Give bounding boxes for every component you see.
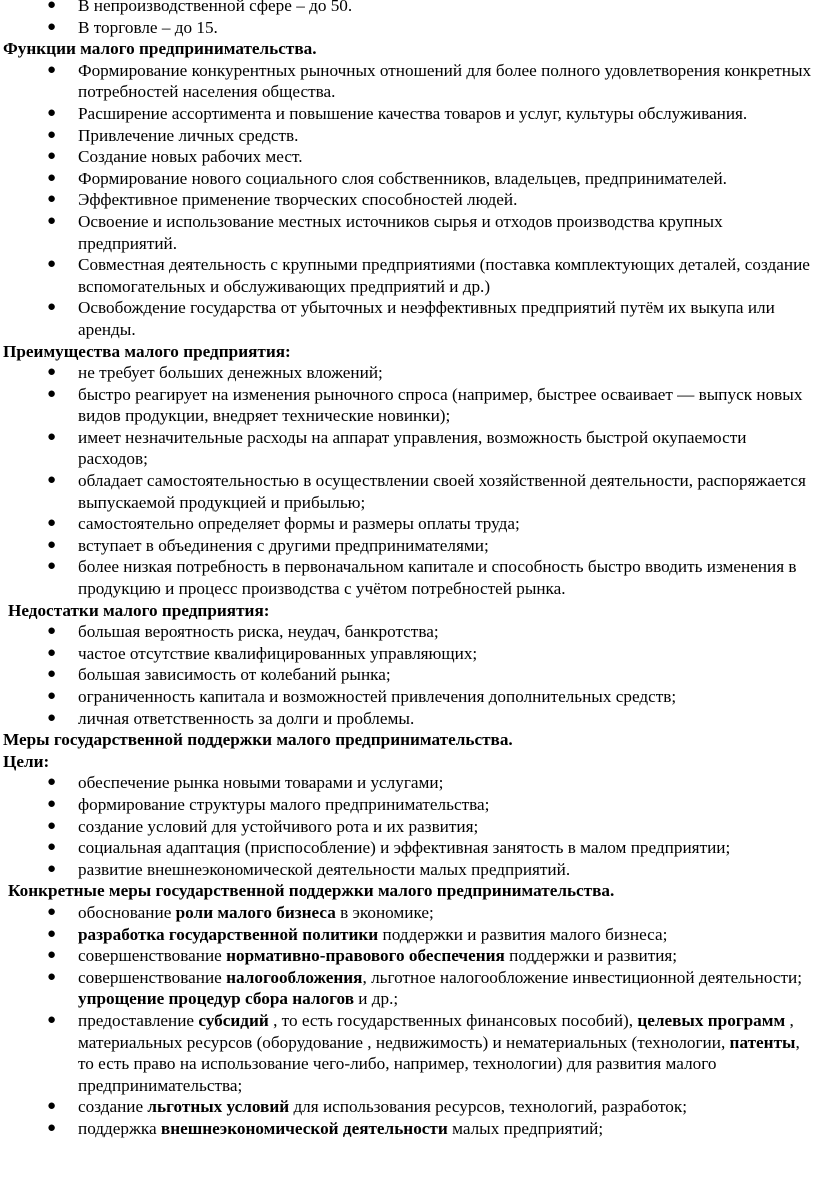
list-item-text: в экономике; — [335, 902, 434, 922]
bullet-icon: ● — [47, 18, 57, 35]
bullet-icon: ● — [47, 299, 57, 316]
bullet-icon: ● — [47, 191, 57, 208]
list-item-bold-text: льготных условий — [147, 1097, 290, 1117]
list-item — [0, 967, 816, 1010]
list-item-text: самостоятельно определяет формы и размеры оплаты труда; — [78, 514, 520, 534]
list-item-bold-text: налогообложения — [226, 967, 363, 987]
section-heading: Преимущества малого предприятия: — [3, 341, 291, 361]
list-item-bold-text: внешнеэкономической деятельности — [160, 1118, 448, 1138]
list-item-text: малых предприятий; — [447, 1118, 604, 1138]
list-item-text: В торговле – до 15. — [78, 17, 218, 37]
list-item-text: совершенствование — [78, 946, 227, 966]
bullet-icon: ● — [47, 428, 57, 445]
bullet-icon: ● — [47, 860, 57, 877]
bullet-icon: ● — [47, 623, 57, 640]
bullet-list — [0, 772, 816, 880]
list-item — [0, 211, 816, 254]
bullet-icon: ● — [47, 1119, 57, 1136]
section-heading: Недостатки малого предприятия: — [8, 600, 270, 620]
bullet-list — [0, 60, 816, 341]
list-item-bold-text: нормативно-правового обеспечения — [226, 946, 505, 966]
list-item-text: поддержки и развития малого бизнеса; — [378, 924, 668, 944]
bullet-icon: ● — [47, 256, 57, 273]
list-item-text: , то есть право на использование чего-либо, например, технологии) для развития малого предпринимательства; — [78, 1032, 800, 1095]
bullet-icon: ● — [47, 126, 57, 143]
list-item — [0, 686, 816, 708]
bullet-list — [0, 0, 816, 38]
list-item — [0, 859, 816, 881]
list-item-bold-text: упрощение процедур сбора налогов — [78, 989, 354, 1009]
bullet-icon: ● — [47, 104, 57, 121]
list-item-bold-text: патенты — [729, 1032, 796, 1052]
list-item — [0, 168, 816, 190]
list-item — [0, 621, 816, 643]
list-item — [0, 902, 816, 924]
list-item — [0, 945, 816, 967]
list-item-bold-text: разработка государственной политики — [78, 924, 379, 944]
list-item-text: Расширение ассортимента и повышение качества товаров и услуг, культуры обслуживания. — [78, 103, 748, 123]
list-item-text: большая зависимость от колебаний рынка; — [78, 665, 391, 685]
list-item — [0, 17, 816, 39]
bullet-icon: ● — [47, 472, 57, 489]
list-item-text: не требует больших денежных вложений; — [78, 363, 383, 383]
list-item-text: обладает самостоятельностью в осуществлении своей хозяйственной деятельности, распоряжается выпускаемой продукцией и прибылью; — [78, 471, 806, 512]
bullet-icon: ● — [47, 644, 57, 661]
list-item-text: обоснование — [78, 902, 176, 922]
list-item — [0, 1010, 816, 1096]
bullet-icon: ● — [47, 688, 57, 704]
list-item-bold-text: субсидий — [198, 1010, 269, 1030]
list-item-text: , материальных ресурсов (оборудование , недвижимость) и нематериальных (технологии, — [78, 1010, 794, 1052]
bullet-icon: ● — [47, 212, 57, 229]
bullet-list — [0, 621, 816, 729]
bullet-icon: ● — [47, 169, 57, 186]
list-item-text: предоставление — [78, 1010, 199, 1030]
list-item-text: имеет незначительные расходы на аппарат управления, возможность быстрой окупаемости расходов; — [78, 427, 747, 469]
list-item — [0, 0, 816, 17]
bullet-icon: ● — [47, 925, 57, 942]
list-item-text: поддержка — [78, 1118, 161, 1138]
list-item — [0, 297, 816, 340]
list-item-text: социальная адаптация (приспособление) и эффективная занятость в малом предприятии; — [78, 838, 731, 858]
list-item — [0, 254, 816, 297]
list-item — [0, 924, 816, 946]
list-item-text: Формирование конкурентных рыночных отношений для более полного удовлетворения конкретных потребностей населения общества. — [78, 60, 812, 102]
list-item — [0, 643, 816, 665]
list-item — [0, 427, 816, 470]
section-heading: Функции малого предпринимательства. — [3, 39, 317, 59]
list-item — [0, 103, 816, 125]
list-item — [0, 125, 816, 147]
list-item-bold-text: целевых программ — [637, 1010, 786, 1030]
list-item-text: Освобождение государства от убыточных и неэффективных предприятий путём их выкупа или аренды. — [78, 298, 775, 339]
bullet-icon: ● — [47, 817, 57, 834]
list-item-text: создание условий для устойчивого рота и их развития; — [78, 816, 479, 836]
list-item — [0, 708, 816, 730]
list-item-text: развитие внешнеэкономической деятельности малых предприятий. — [78, 859, 571, 879]
bullet-icon: ● — [47, 709, 57, 726]
list-item-text: В непроизводственной сфере – до 50. — [78, 0, 353, 15]
bullet-icon: ● — [47, 903, 57, 920]
bullet-icon: ● — [47, 1011, 57, 1028]
list-item — [0, 556, 816, 599]
bullet-icon: ● — [47, 558, 57, 575]
list-item — [0, 60, 816, 103]
bullet-icon: ● — [47, 795, 57, 812]
list-item-text: частое отсутствие квалифицированных управляющих; — [78, 643, 478, 663]
section-heading: Конкретные меры государственной поддержки малого предпринимательства. — [8, 881, 615, 901]
list-item-text: Совместная деятельность с крупными предприятиями (поставка комплектующих деталей, создание вспомогательных и обслуживающих предприятий и др.) — [78, 255, 810, 296]
bullet-icon: ● — [47, 536, 57, 553]
list-item — [0, 146, 816, 168]
bullet-list — [0, 362, 816, 600]
bullet-icon: ● — [47, 61, 57, 78]
list-item-text: быстро реагирует на изменения рыночного спроса (например, быстрее осваивает — выпуск новых видов продукции, внедряет технические новинки); — [78, 384, 803, 426]
list-item-text: Формирование нового социального слоя собственников, владельцев, предпринимателей. — [78, 168, 727, 188]
list-item-text: обеспечение рынка новыми товарами и услугами; — [78, 773, 444, 793]
list-item-text: и др.; — [353, 989, 399, 1009]
list-item-text: совершенствование — [78, 967, 227, 987]
list-item-text: большая вероятность риска, неудач, банкротства; — [78, 622, 439, 642]
list-item — [0, 794, 816, 816]
list-item-text: формирование структуры малого предпринимательства; — [78, 794, 490, 814]
list-item — [0, 384, 816, 427]
list-item-text: Эффективное применение творческих способностей людей. — [78, 190, 518, 210]
bullet-icon: ● — [47, 385, 57, 402]
list-item-text: для использования ресурсов, технологий, разработок; — [289, 1097, 687, 1117]
list-item — [0, 837, 816, 859]
section-heading: Меры государственной поддержки малого предпринимательства. — [3, 730, 513, 750]
bullet-list — [0, 902, 816, 1140]
list-item — [0, 1118, 816, 1140]
list-item-text: создание — [78, 1097, 148, 1117]
list-item — [0, 664, 816, 686]
list-item-text: Освоение и использование местных источников сырья и отходов производства крупных предприятий. — [78, 211, 723, 253]
list-item-bold-text: роли малого бизнеса — [175, 902, 336, 922]
bullet-icon: ● — [47, 774, 57, 791]
list-item-text: поддержки и развития; — [504, 946, 678, 966]
list-item-text: вступает в объединения с другими предпринимателями; — [78, 535, 489, 555]
list-item-text: Привлечение личных средств. — [78, 125, 299, 145]
list-item-text: , то есть государственных финансовых пособий), — [268, 1010, 638, 1030]
list-item — [0, 1096, 816, 1118]
bullet-icon: ● — [47, 947, 57, 964]
list-item-text: более низкая потребность в первоначальном капитале и способность быстро вводить изменения в продукцию и процесс производства с учётом потребностей рынка. — [78, 557, 797, 599]
list-item-text: , льготное налогообложение инвестиционной деятельности; — [362, 967, 802, 987]
bullet-icon: ● — [47, 1098, 57, 1115]
list-item — [0, 513, 816, 535]
list-item-text: Создание новых рабочих мест. — [78, 147, 303, 167]
bullet-icon: ● — [47, 148, 57, 165]
list-item — [0, 816, 816, 838]
bullet-icon: ● — [47, 364, 57, 381]
list-item-text: ограниченность капитала и возможностей привлечения дополнительных средств; — [78, 687, 677, 706]
bullet-icon: ● — [47, 515, 57, 532]
section-heading: Цели: — [3, 751, 50, 771]
list-item — [0, 362, 816, 384]
list-item — [0, 189, 816, 211]
bullet-icon: ● — [47, 839, 57, 856]
bullet-icon: ● — [47, 968, 57, 985]
bullet-icon: ● — [47, 666, 57, 683]
bullet-icon: ● — [47, 0, 57, 13]
list-item-text: личная ответственность за долги и проблемы. — [78, 708, 415, 728]
list-item — [0, 535, 816, 557]
list-item — [0, 470, 816, 513]
list-item — [0, 772, 816, 794]
